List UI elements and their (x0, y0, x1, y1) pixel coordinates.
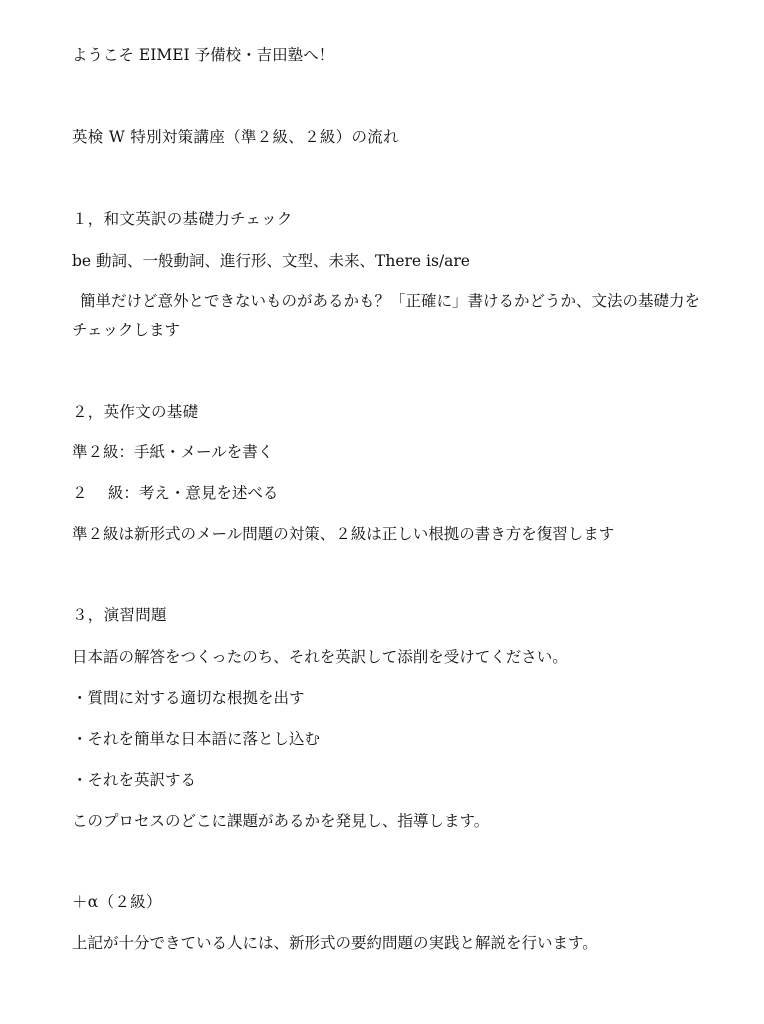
extra-heading: ＋α（２級） (72, 893, 162, 911)
course-title: 英検 W 特別対策講座（準２級、２級）の流れ (72, 128, 399, 146)
section1-topics: be 動詞、一般動詞、進行形、文型、未来、There is/are (72, 252, 470, 270)
section2-grade-pre2: 準２級：手紙・メールを書く (72, 443, 274, 461)
section1-heading: １，和文英訳の基礎力チェック (72, 210, 293, 228)
extra-description: 上記が十分できている人には、新形式の要約問題の実践と解説を行います。 (72, 934, 598, 952)
section2-description: 準２級は新形式のメール問題の対策、２級は正しい根拠の書き方を復習します (72, 525, 615, 543)
greeting: ようこそ EIMEI 予備校・吉田塾へ！ (72, 46, 335, 64)
list-item: ・質問に対する適切な根拠を出す (72, 689, 305, 707)
section2-heading: ２，英作文の基礎 (72, 403, 199, 421)
section3-intro: 日本語の解答をつくったのち、それを英訳して添削を受けてください。 (72, 648, 568, 666)
section3-conclusion: このプロセスのどこに課題があるかを発見し、指導します。 (72, 812, 490, 830)
section1-description: 簡単だけど意外とできないものがあるかも？「正確に」書けるかどうか、文法の基礎力をチェックします (72, 292, 701, 339)
list-item: ・それを英訳する (72, 771, 197, 789)
section3-heading: ３，演習問題 (72, 606, 167, 624)
list-item: ・それを簡単な日本語に落とし込む (72, 730, 321, 748)
section2-grade-2: ２ 級：考え・意見を述べる (72, 484, 279, 502)
